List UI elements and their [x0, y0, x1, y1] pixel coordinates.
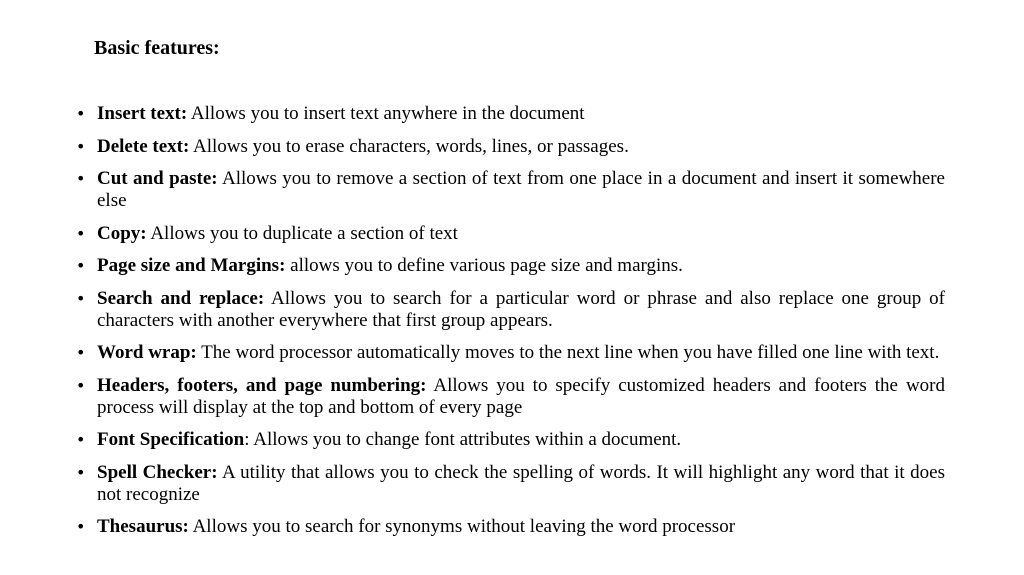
feature-term: Headers, footers, and page numbering: — [97, 374, 427, 396]
feature-term: Word wrap: — [97, 342, 197, 363]
feature-separator — [264, 288, 271, 309]
feature-term: Insert text: — [97, 103, 188, 124]
feature-description: A utility that allows you to check the spelling of words. It will highlight any word that it does not recognize — [97, 461, 946, 505]
bullet-icon: • — [76, 343, 86, 362]
bullet-icon: • — [76, 104, 86, 123]
feature-term: Search and replace: — [97, 287, 265, 309]
feature-term: Font Specification — [97, 429, 245, 450]
bullet-icon: • — [76, 430, 86, 449]
bullet-icon: • — [76, 288, 86, 308]
feature-term: Cut and paste: — [97, 168, 218, 189]
feature-term: Thesaurus: — [97, 516, 189, 537]
feature-term: Spell Checker: — [97, 461, 218, 483]
feature-list — [76, 103, 946, 549]
bullet-icon: • — [76, 223, 86, 243]
feature-description: Allows you to search for synonyms without leaving the word processor — [192, 516, 736, 537]
feature-description: Allows you to erase characters, words, lines, or passages. — [193, 135, 629, 157]
feature-description: allows you to define various page size and margins. — [290, 255, 683, 276]
feature-item — [76, 255, 945, 277]
bullet-icon: • — [76, 462, 86, 482]
feature-description: Allows you to search for a particular word or phrase and also replace one group of characters with another everywhere that first group appears. — [97, 287, 946, 331]
feature-term: Page size and Margins: — [97, 255, 286, 276]
feature-item — [76, 222, 945, 245]
feature-item — [76, 429, 945, 451]
bullet-icon: • — [76, 169, 86, 188]
bullet-icon: • — [76, 375, 86, 395]
feature-description: Allows you to duplicate a section of text — [150, 222, 458, 244]
bullet-icon: • — [76, 136, 86, 156]
feature-item — [76, 516, 945, 538]
section-heading: Basic features: — [94, 37, 220, 59]
feature-item — [76, 287, 946, 332]
feature-item — [76, 103, 945, 125]
feature-description: Allows you to specify customized headers and footers the word process will display at the top and bottom of every page — [97, 374, 945, 418]
feature-item — [76, 135, 945, 158]
feature-description: Allows you to insert text anywhere in the document — [190, 103, 585, 124]
feature-item — [76, 461, 946, 506]
feature-description: Allows you to change font attributes within a document. — [253, 429, 682, 450]
feature-item — [76, 342, 945, 364]
feature-term: Delete text: — [97, 135, 190, 157]
bullet-icon: • — [76, 517, 86, 536]
feature-description: Allows you to remove a section of text from one place in a document and insert it somewhere else — [97, 168, 945, 211]
bullet-icon: • — [76, 256, 86, 275]
feature-item — [76, 168, 945, 212]
feature-item — [76, 374, 945, 419]
feature-term: Copy: — [97, 222, 147, 244]
feature-separator: : — [244, 429, 254, 450]
feature-description: The word processor automatically moves to the next line when you have filled one line with text. — [201, 342, 940, 363]
